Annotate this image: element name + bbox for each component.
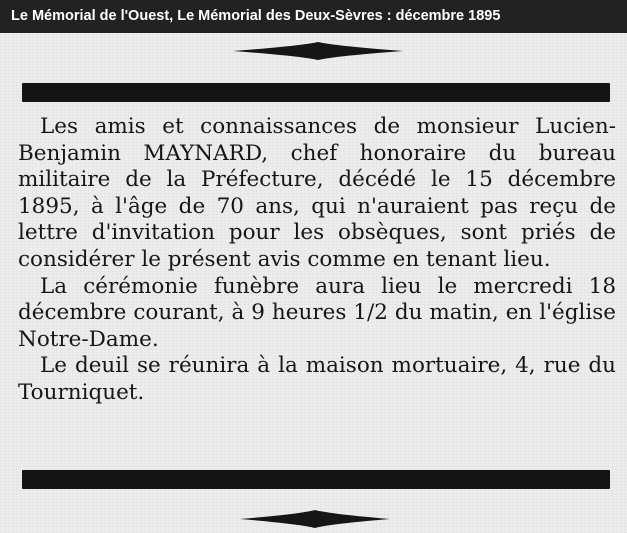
notice-paragraph-1: Les amis et connaissances de monsieur Lucien-Benjamin MAYNARD, chef honoraire du bureau militaire de la Préfecture, décédé le 15 décembre 1895, à l'âge de 70 ans, qui n'auraient pas reçu de lettre d'invitation pour les obsèques, sont priés de considérer le présent avis comme en tenant lieu.: [18, 114, 616, 272]
death-notice: [18, 114, 616, 407]
bottom-ornament: [0, 508, 627, 530]
bottom-rule: [22, 470, 610, 489]
notice-paragraph-2: La cérémonie funèbre aura lieu le mercredi 18 décembre courant, à 9 heures 1/2 du matin, en l'église Notre-Dame.: [18, 273, 616, 352]
top-ornament: [0, 40, 627, 62]
newspaper-clipping: [0, 33, 627, 533]
notice-paragraph-3: Le deuil se réunira à la maison mortuaire, 4, rue du Tourniquet.: [18, 353, 616, 405]
top-rule: [22, 83, 610, 102]
clipping-title: Le Mémorial de l'Ouest, Le Mémorial des Deux-Sèvres : décembre 1895: [0, 0, 627, 33]
